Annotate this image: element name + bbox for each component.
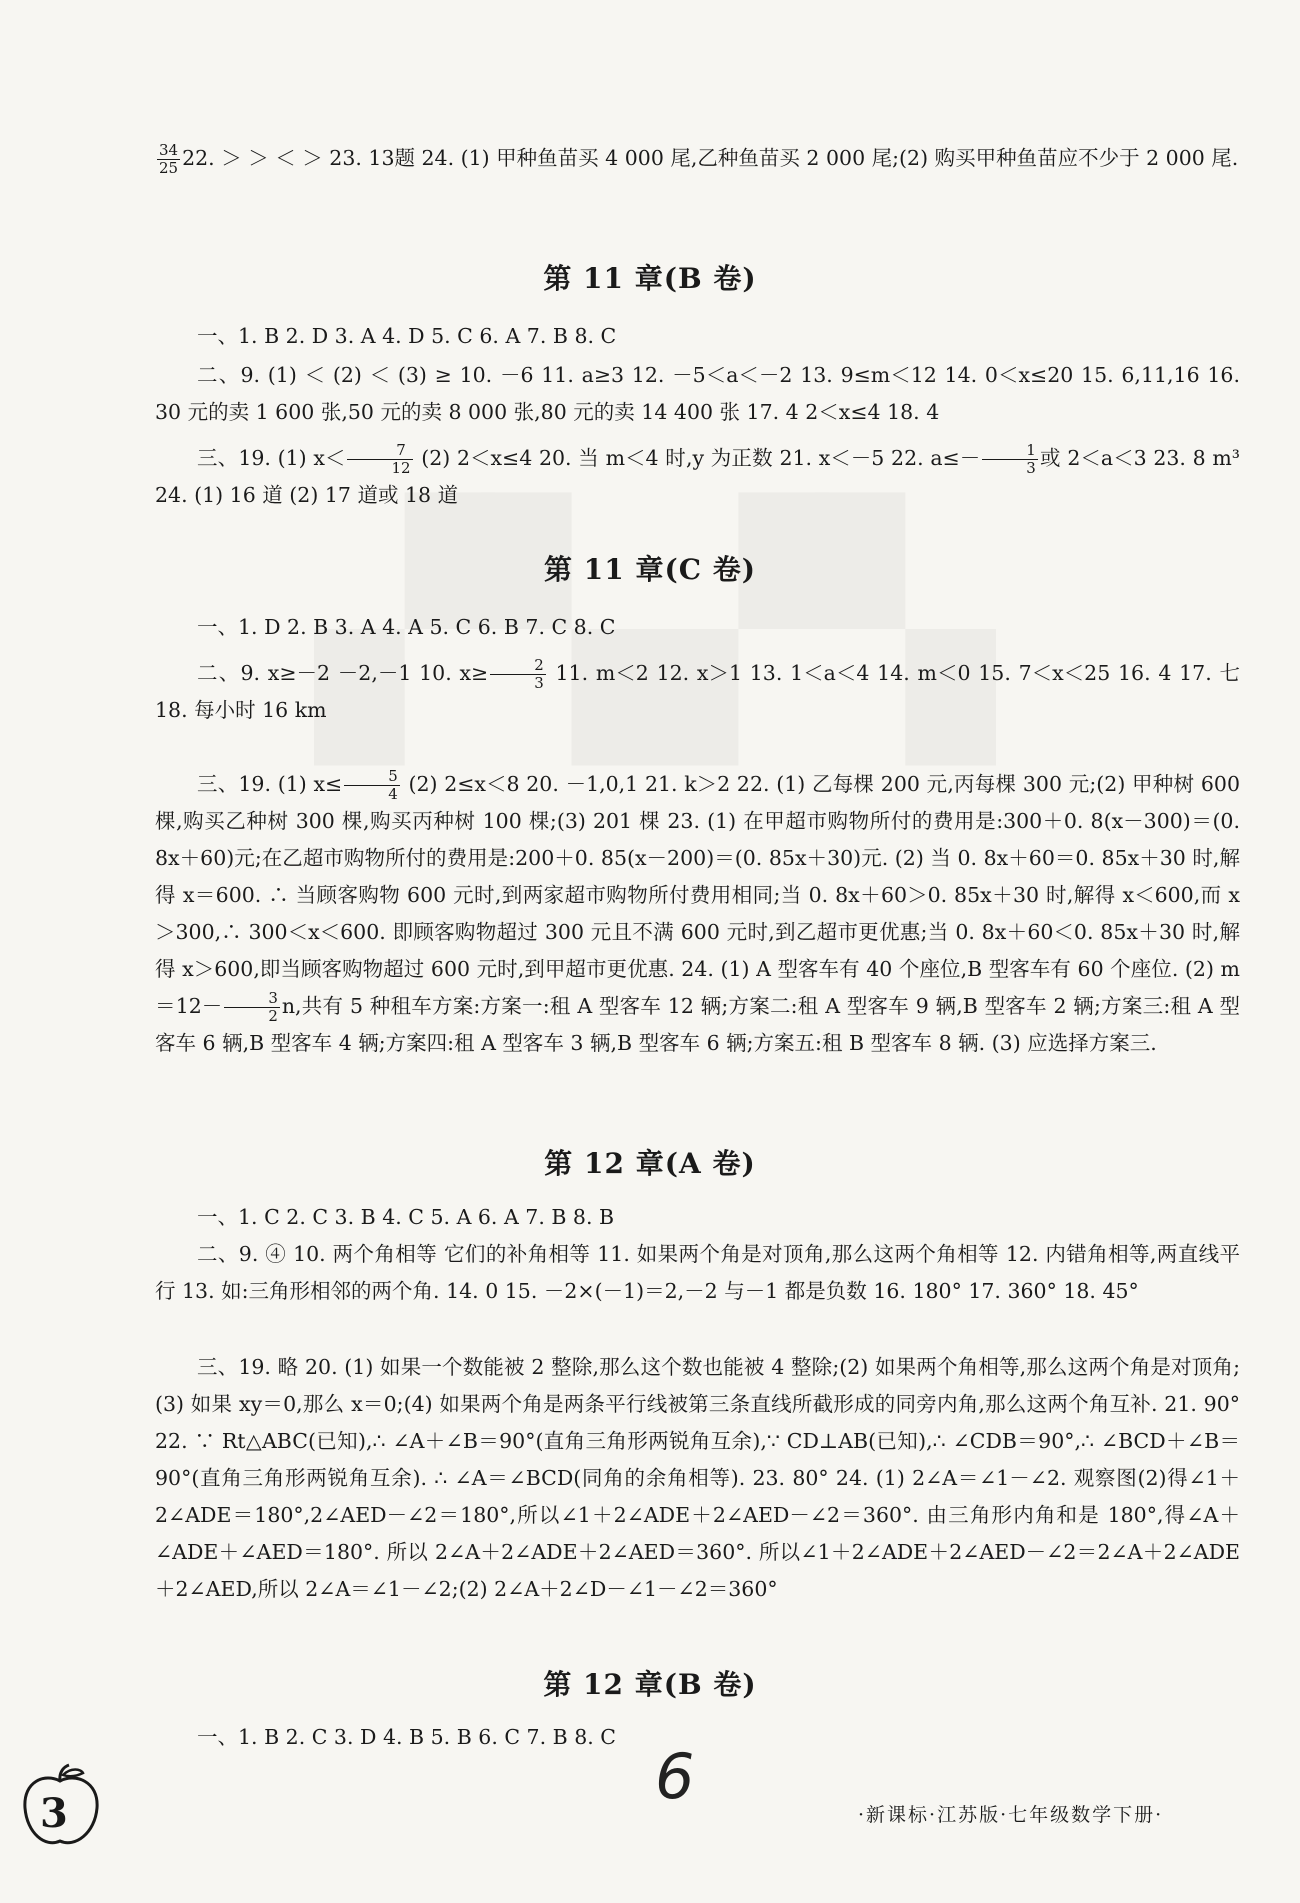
- ch12b-part1: 一、1. B 2. C 3. D 4. B 5. B 6. C 7. B 8. C: [197, 1725, 616, 1749]
- heading-ch12-b: 第 12 章(B 卷): [543, 1668, 757, 1701]
- footer-series: ·新课标·江苏版·七年级数学下册·: [858, 1804, 1164, 1826]
- ch11c-part2: 二、9. x≥－2 －2,－1 10. x≥ $\frac{2}{3}$ 11. m＜2 12. x＞1 13. 1＜a＜4 14. m＜0 15. 7＜x＜25 16. 4 17. 七 18. 每小时 16 km: [155, 656, 1240, 722]
- fraction: $\frac{34}{25}$: [159, 141, 179, 177]
- fraction: $\frac{5}{4}$: [344, 768, 400, 803]
- fraction: $\frac{1}{3}$: [982, 442, 1038, 477]
- ch12a-part2: 二、9. ④ 10. 两个角相等 它们的补角相等 11. 如果两个角是对顶角,那么这两个角相等 12. 内错角相等,两直线平行 13. 如:三角形相邻的两个角. 14. 0 15. －2×(－1)＝2,－2 与－1 都是负数 16. 180° 17. 360° 18. 45°: [155, 1242, 1240, 1303]
- heading-ch11-c: 第 11 章(C 卷): [544, 553, 756, 586]
- ch11b-part3: 三、19. (1) x＜ $\frac{7}{12}$ (2) 2＜x≤4 20. 当 m＜4 时,y 为正数 21. x＜－5 22. a≤－ $\frac{1}{3}$ 或 2＜a＜3 23. 8 m³ 24. (1) 16 道 (2) 17 道或 18 道: [155, 441, 1240, 507]
- ch11c-part3: 三、19. (1) x≤ $\frac{5}{4}$ (2) 2≤x＜8 20. －1,0,1 21. k＞2 22. (1) 乙每棵 200 元,丙每棵 300 元;(2) 甲种树 600 棵,购买乙种树 300 棵,购买丙种树 100 棵;(3) 201 棵 23. (1) 在甲超市购物所付的费用是:300＋0. 8(x－300)＝(0. 8x＋60)元;在乙超市购物所付的费用是:200＋0. 85(x－200)＝(0. 85x＋30)元. (2) 当 0. 8x＋60＝0. 85x＋30 时,解得 x＝600. ∴ 当顾客购物 600 元时,到两家超市购物所付费用相同;当 0. 8x＋60＞0. 85x＋30 时,解得 x＜600,而 x＞300,∴ 300＜x＜600. 即顾客购物超过 300 元且不满 600 元时,到乙超市更优惠;当 0. 8x＋60＜0. 85x＋30 时,解得 x＞600,即当顾客购物超过 600 元时,到甲超市更优惠. 24. (1) A 型客车有 40 个座位,B 型客车有 60 个座位. (2) m＝12－ $\frac{3}{2}$ n,共有 5 种租车方案:方案一:租 A 型客车 12 辆;方案二:租 A 型客车 9 辆,B 型客车 2 辆;方案三:租 A 型客车 6 辆,B 型客车 4 辆;方案四:租 A 型客车 3 辆,B 型客车 6 辆;方案五:租 B 型客车 8 辆. (3) 应选择方案三.: [155, 767, 1240, 1055]
- ch11c-part1: 一、1. D 2. B 3. A 4. A 5. C 6. B 7. C 8. C: [197, 615, 616, 639]
- top-continuation: $\frac{34}{25}$ 22. ＞ ＞ ＜ ＞ 23. 13题 24. (1) 甲种鱼苗买 4 000 尾,乙种鱼苗买 2 000 尾;(2) 购买甲种鱼苗应不少于 2 000 尾.: [159, 141, 1239, 177]
- heading-ch12-a: 第 12 章(A 卷): [544, 1147, 756, 1180]
- ch11b-part1: 一、1. B 2. D 3. A 4. D 5. C 6. A 7. B 8. C: [197, 324, 617, 348]
- heading-ch11-b: 第 11 章(B 卷): [543, 262, 757, 295]
- ch11b-part2: 二、9. (1) ＜ (2) ＜ (3) ≥ 10. －6 11. a≥3 12. －5＜a＜－2 13. 9≤m＜12 14. 0＜x≤20 15. 6,11,16 16. 30 元的卖 1 600 张,50 元的卖 8 000 张,80 元的卖 14 400 张 17. 4 2＜x≤4 18. 4: [155, 363, 1240, 424]
- fraction: $\frac{2}{3}$: [490, 657, 546, 692]
- page-number: 3: [40, 1790, 68, 1837]
- ch12a-part3: 三、19. 略 20. (1) 如果一个数能被 2 整除,那么这个数也能被 4 整除;(2) 如果两个角相等,那么这两个角是对顶角;(3) 如果 xy＝0,那么 x＝0;(4) 如果两个角是两条平行线被第三条直线所截形成的同旁内角,那么这两个角互补. 21. 90° 22. ∵ Rt△ABC(已知),∴ ∠A＋∠B＝90°(直角三角形两锐角互余),∵ CD⊥AB(已知),∴ ∠CDB＝90°,∴ ∠BCD＋∠B＝90°(直角三角形两锐角互余). ∴ ∠A＝∠BCD(同角的余角相等). 23. 80° 24. (1) 2∠A＝∠1－∠2. 观察图(2)得∠1＋2∠ADE＝180°,2∠AED－∠2＝180°,所以∠1＋2∠ADE＋2∠AED－∠2＝360°. 由三角形内角和是 180°,得∠A＋∠ADE＋∠AED＝180°. 所以 2∠A＋2∠ADE＋2∠AED＝360°. 所以∠1＋2∠ADE＋2∠AED－∠2＝2∠A＋2∠ADE＋2∠AED,所以 2∠A＝∠1－∠2;(2) 2∠A＋2∠D－∠1－∠2＝360°: [155, 1355, 1240, 1601]
- ch12a-part1: 一、1. C 2. C 3. B 4. C 5. A 6. A 7. B 8. B: [197, 1205, 615, 1229]
- fraction: $\frac{7}{12}$: [347, 442, 412, 477]
- fraction: $\frac{3}{2}$: [224, 990, 280, 1025]
- handwritten-page-mark: 6: [655, 1740, 695, 1813]
